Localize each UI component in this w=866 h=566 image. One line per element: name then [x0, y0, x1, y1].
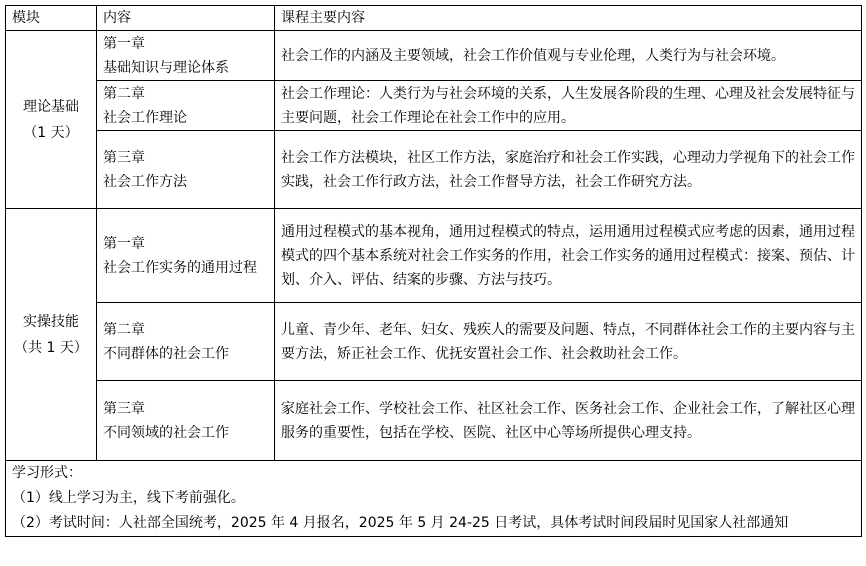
notes-cell	[6, 461, 862, 537]
table-row	[6, 31, 862, 81]
notes-item: （2）考试时间：人社部全国统考，2025 年 4 月报名，2025 年 5 月 24-25 日考试，具体考试时间段届时见国家人社部通知	[12, 515, 789, 531]
chapter-title: 基础知识与理论体系	[103, 59, 229, 76]
table-row	[6, 131, 862, 209]
chapter-title: 社会工作方法	[103, 173, 187, 190]
table-header-row	[6, 6, 862, 31]
table-row	[6, 209, 862, 303]
chapter-number: 第一章	[103, 35, 145, 52]
table-row	[6, 381, 862, 461]
header-chapter: 内容	[97, 6, 275, 31]
chapter-content: 社会工作的内涵及主要领域，社会工作价值观与专业伦理，人类行为与社会环境。	[275, 31, 862, 81]
table-row	[6, 303, 862, 381]
chapter-content: 社会工作理论：人类行为与社会环境的关系，人生发展各阶段的生理、心理及社会发展特征与主要问题，社会工作理论在社会工作中的应用。	[275, 81, 862, 131]
chapter-cell	[97, 209, 275, 303]
chapter-title: 社会工作理论	[103, 109, 187, 126]
notes-item: （1）线上学习为主，线下考前强化。	[12, 490, 245, 506]
notes-heading: 学习形式：	[12, 465, 82, 481]
module-cell-practice	[6, 209, 97, 461]
chapter-number: 第三章	[103, 400, 145, 417]
module-cell-theory	[6, 31, 97, 209]
chapter-title: 社会工作实务的通用过程	[103, 259, 257, 276]
chapter-number: 第二章	[103, 321, 145, 338]
chapter-cell	[97, 303, 275, 381]
module-name: 实操技能	[23, 313, 79, 330]
chapter-cell	[97, 81, 275, 131]
chapter-content: 通用过程模式的基本视角，通用过程模式的特点，运用通用过程模式应考虑的因素，通用过程模式的四个基本系统对社会工作实务的作用，社会工作实务的通用过程模式：接案、预估、计划、介入、评估、结案的步骤、方法与技巧。	[275, 209, 862, 303]
chapter-cell	[97, 381, 275, 461]
course-table	[5, 5, 862, 537]
header-module: 模块	[6, 6, 97, 31]
chapter-content: 儿童、青少年、老年、妇女、残疾人的需要及问题、特点，不同群体社会工作的主要内容与主要方法，矫正社会工作、优抚安置社会工作、社会救助社会工作。	[275, 303, 862, 381]
chapter-number: 第二章	[103, 85, 145, 102]
chapter-number: 第一章	[103, 235, 145, 252]
chapter-number: 第三章	[103, 149, 145, 166]
module-duration: （共 1 天）	[14, 339, 88, 356]
header-content: 课程主要内容	[275, 6, 862, 31]
chapter-title: 不同领域的社会工作	[103, 424, 229, 441]
notes-row	[6, 461, 862, 537]
chapter-title: 不同群体的社会工作	[103, 345, 229, 362]
table-row	[6, 81, 862, 131]
module-name: 理论基础	[23, 98, 79, 115]
chapter-cell	[97, 131, 275, 209]
chapter-cell	[97, 31, 275, 81]
chapter-content: 家庭社会工作、学校社会工作、社区社会工作、医务社会工作、企业社会工作，了解社区心理服务的重要性，包括在学校、医院、社区中心等场所提供心理支持。	[275, 381, 862, 461]
module-duration: （1 天）	[23, 124, 79, 141]
chapter-content: 社会工作方法模块，社区工作方法，家庭治疗和社会工作实践，心理动力学视角下的社会工作实践，社会工作行政方法，社会工作督导方法，社会工作研究方法。	[275, 131, 862, 209]
